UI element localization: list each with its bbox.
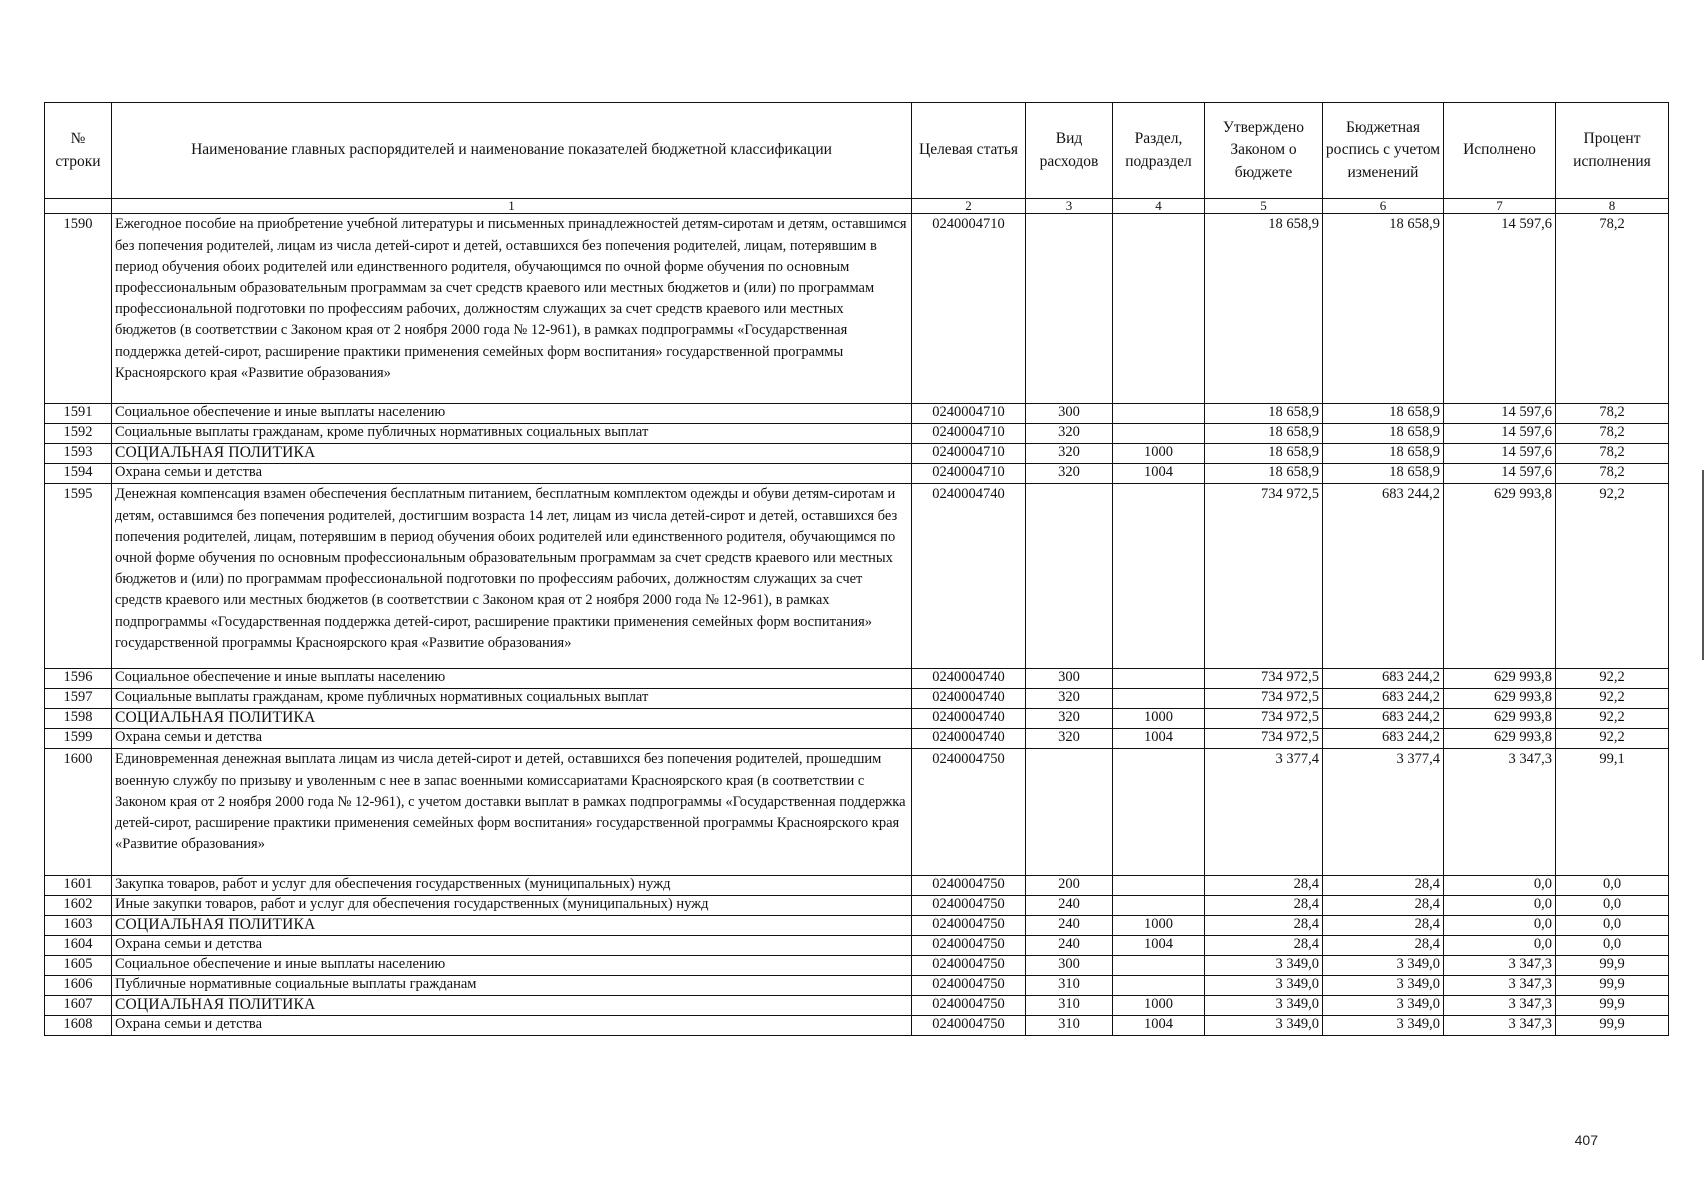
column-number: 1 bbox=[112, 199, 912, 214]
row-expense-type: 300 bbox=[1026, 956, 1113, 976]
table-row bbox=[45, 709, 1669, 729]
row-section bbox=[1113, 214, 1205, 404]
column-number: 6 bbox=[1323, 199, 1444, 214]
row-number: 1597 bbox=[45, 689, 112, 709]
table-row bbox=[45, 689, 1669, 709]
row-percent: 0,0 bbox=[1556, 896, 1669, 916]
row-expense-type: 320 bbox=[1026, 729, 1113, 749]
row-executed: 0,0 bbox=[1444, 916, 1556, 936]
row-executed: 3 347,3 bbox=[1444, 749, 1556, 876]
row-target-code: 0240004710 bbox=[912, 404, 1026, 424]
row-target-code: 0240004710 bbox=[912, 424, 1026, 444]
row-budget: 683 244,2 bbox=[1323, 709, 1444, 729]
row-section: 1000 bbox=[1113, 444, 1205, 464]
row-approved: 3 349,0 bbox=[1205, 996, 1323, 1016]
row-name: Социальное обеспечение и иные выплаты населению bbox=[112, 669, 912, 689]
row-name: Охрана семьи и детства bbox=[112, 464, 912, 484]
row-section: 1004 bbox=[1113, 729, 1205, 749]
row-budget: 683 244,2 bbox=[1323, 689, 1444, 709]
row-executed: 629 993,8 bbox=[1444, 709, 1556, 729]
row-section bbox=[1113, 896, 1205, 916]
row-expense-type: 240 bbox=[1026, 936, 1113, 956]
row-expense-type: 320 bbox=[1026, 709, 1113, 729]
row-budget: 18 658,9 bbox=[1323, 464, 1444, 484]
column-number: 3 bbox=[1026, 199, 1113, 214]
row-percent: 92,2 bbox=[1556, 709, 1669, 729]
row-expense-type: 320 bbox=[1026, 689, 1113, 709]
column-number: 4 bbox=[1113, 199, 1205, 214]
row-name: Социальные выплаты гражданам, кроме публичных нормативных социальных выплат bbox=[112, 424, 912, 444]
row-budget: 18 658,9 bbox=[1323, 404, 1444, 424]
table-row bbox=[45, 464, 1669, 484]
row-name: СОЦИАЛЬНАЯ ПОЛИТИКА bbox=[112, 444, 912, 464]
table-row bbox=[45, 669, 1669, 689]
row-executed: 3 347,3 bbox=[1444, 976, 1556, 996]
row-name: Денежная компенсация взамен обеспечения бесплатным питанием, бесплатным комплектом одежды и обуви детям-сиротам и детям, оставшимся без попечения родителей, достигшим возраста 14 лет, лицам из числа детей-сирот и детей, оставшихся без попечения родителей, лицам, потерявшим в период обучения обоих родителей или единственного родителя, обучающимся по очной форме обучения по основным профессиональным образовательным программам за счет средств краевого или местных бюджетов и (или) по программам профессиональной подготовки по профессиям рабочих, должностям служащих за счет средств краевого или местных бюджетов (в соответствии с Законом края от 2 ноября 2000 года № 12-961), в рамках подпрограммы «Государственная поддержка детей-сирот, расширение практики применения семейных форм воспитания» государственной программы Красноярского края «Развитие образования» bbox=[112, 484, 912, 669]
budget-execution-table bbox=[44, 102, 1669, 1036]
row-budget: 28,4 bbox=[1323, 936, 1444, 956]
table-row bbox=[45, 876, 1669, 896]
row-approved: 734 972,5 bbox=[1205, 669, 1323, 689]
row-target-code: 0240004750 bbox=[912, 1016, 1026, 1036]
row-number: 1599 bbox=[45, 729, 112, 749]
row-expense-type: 240 bbox=[1026, 896, 1113, 916]
row-number: 1595 bbox=[45, 484, 112, 669]
row-expense-type: 320 bbox=[1026, 444, 1113, 464]
row-name: СОЦИАЛЬНАЯ ПОЛИТИКА bbox=[112, 996, 912, 1016]
table-row bbox=[45, 1016, 1669, 1036]
header-budget-list: Бюджетная роспись с учетом изменений bbox=[1323, 103, 1444, 199]
row-approved: 3 349,0 bbox=[1205, 1016, 1323, 1036]
row-executed: 0,0 bbox=[1444, 896, 1556, 916]
row-number: 1602 bbox=[45, 896, 112, 916]
row-approved: 3 349,0 bbox=[1205, 976, 1323, 996]
row-section bbox=[1113, 669, 1205, 689]
row-target-code: 0240004710 bbox=[912, 444, 1026, 464]
table-row bbox=[45, 214, 1669, 404]
row-section bbox=[1113, 976, 1205, 996]
row-name: Единовременная денежная выплата лицам из числа детей-сирот и детей, оставшихся без попечения родителей, прошедшим военную службу по призыву и уволенным с нее в запас военными комиссариатами Красноярского края (в соответствии с Законом края от 2 ноября 2000 года № 12-961), с учетом доставки выплат в рамках подпрограммы «Государственная поддержка детей-сирот, расширение практики применения семейных форм воспитания» государственной программы Красноярского края «Развитие образования» bbox=[112, 749, 912, 876]
row-executed: 629 993,8 bbox=[1444, 484, 1556, 669]
row-expense-type: 310 bbox=[1026, 996, 1113, 1016]
row-percent: 78,2 bbox=[1556, 444, 1669, 464]
column-number: 2 bbox=[912, 199, 1026, 214]
row-expense-type: 200 bbox=[1026, 876, 1113, 896]
header-target-item: Целевая статья bbox=[912, 103, 1026, 199]
header-expense-type: Вид расходов bbox=[1026, 103, 1113, 199]
row-budget: 28,4 bbox=[1323, 896, 1444, 916]
row-percent: 78,2 bbox=[1556, 424, 1669, 444]
row-percent: 99,9 bbox=[1556, 996, 1669, 1016]
row-executed: 3 347,3 bbox=[1444, 1016, 1556, 1036]
row-name: Социальное обеспечение и иные выплаты населению bbox=[112, 404, 912, 424]
row-section bbox=[1113, 424, 1205, 444]
row-section: 1004 bbox=[1113, 936, 1205, 956]
row-target-code: 0240004740 bbox=[912, 729, 1026, 749]
row-approved: 734 972,5 bbox=[1205, 689, 1323, 709]
row-expense-type: 310 bbox=[1026, 1016, 1113, 1036]
row-approved: 734 972,5 bbox=[1205, 484, 1323, 669]
header-section: Раздел, подраздел bbox=[1113, 103, 1205, 199]
row-target-code: 0240004740 bbox=[912, 669, 1026, 689]
table-row bbox=[45, 976, 1669, 996]
row-approved: 3 377,4 bbox=[1205, 749, 1323, 876]
header-executed: Исполнено bbox=[1444, 103, 1556, 199]
row-number: 1598 bbox=[45, 709, 112, 729]
row-section bbox=[1113, 689, 1205, 709]
row-target-code: 0240004740 bbox=[912, 709, 1026, 729]
row-percent: 78,2 bbox=[1556, 464, 1669, 484]
table-row bbox=[45, 484, 1669, 669]
row-percent: 99,9 bbox=[1556, 976, 1669, 996]
table-row bbox=[45, 896, 1669, 916]
row-section: 1000 bbox=[1113, 709, 1205, 729]
row-section: 1000 bbox=[1113, 916, 1205, 936]
row-name: СОЦИАЛЬНАЯ ПОЛИТИКА bbox=[112, 709, 912, 729]
table-row bbox=[45, 956, 1669, 976]
row-number: 1600 bbox=[45, 749, 112, 876]
column-number: 7 bbox=[1444, 199, 1556, 214]
row-number: 1601 bbox=[45, 876, 112, 896]
row-section bbox=[1113, 956, 1205, 976]
row-budget: 3 349,0 bbox=[1323, 996, 1444, 1016]
row-percent: 99,9 bbox=[1556, 956, 1669, 976]
column-number: 8 bbox=[1556, 199, 1669, 214]
row-budget: 3 349,0 bbox=[1323, 1016, 1444, 1036]
scan-edge-mark bbox=[1702, 470, 1704, 660]
table-row bbox=[45, 749, 1669, 876]
row-number: 1607 bbox=[45, 996, 112, 1016]
row-target-code: 0240004750 bbox=[912, 876, 1026, 896]
row-number: 1592 bbox=[45, 424, 112, 444]
row-section bbox=[1113, 749, 1205, 876]
table-row bbox=[45, 424, 1669, 444]
table-row bbox=[45, 916, 1669, 936]
page-number: 407 bbox=[1574, 1132, 1598, 1148]
row-target-code: 0240004750 bbox=[912, 916, 1026, 936]
row-executed: 629 993,8 bbox=[1444, 689, 1556, 709]
row-approved: 18 658,9 bbox=[1205, 444, 1323, 464]
table-row bbox=[45, 404, 1669, 424]
row-executed: 0,0 bbox=[1444, 936, 1556, 956]
row-expense-type: 310 bbox=[1026, 976, 1113, 996]
row-percent: 0,0 bbox=[1556, 916, 1669, 936]
row-executed: 14 597,6 bbox=[1444, 424, 1556, 444]
row-target-code: 0240004750 bbox=[912, 936, 1026, 956]
row-name: Ежегодное пособие на приобретение учебной литературы и письменных принадлежностей детям-сиротам и детям, оставшимся без попечения родителей, лицам из числа детей-сирот и детей, оставшихся без попечения родителей, лицам, потерявшим в период обучения обоих родителей или единственного родителя, обучающимся по очной форме обучения по основным профессиональным образовательным программам за счет средств краевого или местных бюджетов и (или) по программам профессиональной подготовки по профессиям рабочих, должностям служащих за счет средств краевого или местных бюджетов (в соответствии с Законом края от 2 ноября 2000 года № 12-961), в рамках подпрограммы «Государственная поддержка детей-сирот, расширение практики применения семейных форм воспитания» государственной программы Красноярского края «Развитие образования» bbox=[112, 214, 912, 404]
row-budget: 18 658,9 bbox=[1323, 214, 1444, 404]
row-section bbox=[1113, 484, 1205, 669]
row-number: 1594 bbox=[45, 464, 112, 484]
row-name: Охрана семьи и детства bbox=[112, 1016, 912, 1036]
row-percent: 99,9 bbox=[1556, 1016, 1669, 1036]
row-section bbox=[1113, 876, 1205, 896]
row-name: Иные закупки товаров, работ и услуг для обеспечения государственных (муниципальных) нужд bbox=[112, 896, 912, 916]
row-approved: 18 658,9 bbox=[1205, 404, 1323, 424]
row-approved: 28,4 bbox=[1205, 876, 1323, 896]
row-percent: 0,0 bbox=[1556, 936, 1669, 956]
row-name: Охрана семьи и детства bbox=[112, 729, 912, 749]
row-target-code: 0240004710 bbox=[912, 214, 1026, 404]
row-budget: 3 349,0 bbox=[1323, 956, 1444, 976]
row-name: Закупка товаров, работ и услуг для обеспечения государственных (муниципальных) нужд bbox=[112, 876, 912, 896]
row-expense-type: 320 bbox=[1026, 424, 1113, 444]
row-percent: 78,2 bbox=[1556, 404, 1669, 424]
row-executed: 0,0 bbox=[1444, 876, 1556, 896]
row-target-code: 0240004740 bbox=[912, 689, 1026, 709]
table-header-row bbox=[45, 103, 1669, 199]
row-executed: 3 347,3 bbox=[1444, 956, 1556, 976]
row-expense-type bbox=[1026, 484, 1113, 669]
row-name: Публичные нормативные социальные выплаты гражданам bbox=[112, 976, 912, 996]
row-percent: 92,2 bbox=[1556, 729, 1669, 749]
row-approved: 18 658,9 bbox=[1205, 214, 1323, 404]
row-percent: 92,2 bbox=[1556, 689, 1669, 709]
row-section bbox=[1113, 404, 1205, 424]
row-executed: 629 993,8 bbox=[1444, 669, 1556, 689]
row-approved: 18 658,9 bbox=[1205, 424, 1323, 444]
row-approved: 28,4 bbox=[1205, 896, 1323, 916]
table-row bbox=[45, 729, 1669, 749]
row-percent: 99,1 bbox=[1556, 749, 1669, 876]
row-approved: 734 972,5 bbox=[1205, 709, 1323, 729]
row-target-code: 0240004750 bbox=[912, 976, 1026, 996]
row-executed: 14 597,6 bbox=[1444, 214, 1556, 404]
header-approved: Утверждено Законом о бюджете bbox=[1205, 103, 1323, 199]
row-approved: 18 658,9 bbox=[1205, 464, 1323, 484]
column-number: 5 bbox=[1205, 199, 1323, 214]
row-expense-type: 300 bbox=[1026, 669, 1113, 689]
table-row bbox=[45, 936, 1669, 956]
header-percent: Процент исполнения bbox=[1556, 103, 1669, 199]
row-budget: 683 244,2 bbox=[1323, 669, 1444, 689]
row-expense-type: 240 bbox=[1026, 916, 1113, 936]
row-executed: 629 993,8 bbox=[1444, 729, 1556, 749]
row-target-code: 0240004710 bbox=[912, 464, 1026, 484]
row-section: 1004 bbox=[1113, 464, 1205, 484]
row-number: 1606 bbox=[45, 976, 112, 996]
table-row bbox=[45, 996, 1669, 1016]
row-percent: 92,2 bbox=[1556, 669, 1669, 689]
row-percent: 0,0 bbox=[1556, 876, 1669, 896]
table-row bbox=[45, 444, 1669, 464]
row-percent: 92,2 bbox=[1556, 484, 1669, 669]
column-number-row bbox=[45, 199, 1669, 214]
row-target-code: 0240004740 bbox=[912, 484, 1026, 669]
row-expense-type: 300 bbox=[1026, 404, 1113, 424]
row-name: СОЦИАЛЬНАЯ ПОЛИТИКА bbox=[112, 916, 912, 936]
row-approved: 28,4 bbox=[1205, 936, 1323, 956]
row-number: 1591 bbox=[45, 404, 112, 424]
header-name: Наименование главных распорядителей и наименование показателей бюджетной классификации bbox=[112, 103, 912, 199]
row-percent: 78,2 bbox=[1556, 214, 1669, 404]
row-approved: 3 349,0 bbox=[1205, 956, 1323, 976]
row-budget: 3 377,4 bbox=[1323, 749, 1444, 876]
row-approved: 28,4 bbox=[1205, 916, 1323, 936]
row-target-code: 0240004750 bbox=[912, 956, 1026, 976]
row-target-code: 0240004750 bbox=[912, 749, 1026, 876]
row-name: Социальное обеспечение и иные выплаты населению bbox=[112, 956, 912, 976]
row-expense-type bbox=[1026, 749, 1113, 876]
row-approved: 734 972,5 bbox=[1205, 729, 1323, 749]
row-budget: 683 244,2 bbox=[1323, 484, 1444, 669]
row-budget: 28,4 bbox=[1323, 876, 1444, 896]
row-number: 1604 bbox=[45, 936, 112, 956]
row-target-code: 0240004750 bbox=[912, 896, 1026, 916]
row-budget: 3 349,0 bbox=[1323, 976, 1444, 996]
row-name: Охрана семьи и детства bbox=[112, 936, 912, 956]
row-executed: 14 597,6 bbox=[1444, 404, 1556, 424]
row-executed: 14 597,6 bbox=[1444, 444, 1556, 464]
row-budget: 18 658,9 bbox=[1323, 424, 1444, 444]
row-number: 1603 bbox=[45, 916, 112, 936]
row-number: 1590 bbox=[45, 214, 112, 404]
row-number: 1596 bbox=[45, 669, 112, 689]
row-budget: 683 244,2 bbox=[1323, 729, 1444, 749]
column-number bbox=[45, 199, 112, 214]
row-section: 1004 bbox=[1113, 1016, 1205, 1036]
table-body bbox=[45, 214, 1669, 1036]
row-budget: 18 658,9 bbox=[1323, 444, 1444, 464]
row-budget: 28,4 bbox=[1323, 916, 1444, 936]
row-expense-type bbox=[1026, 214, 1113, 404]
row-executed: 3 347,3 bbox=[1444, 996, 1556, 1016]
row-name: Социальные выплаты гражданам, кроме публичных нормативных социальных выплат bbox=[112, 689, 912, 709]
row-number: 1605 bbox=[45, 956, 112, 976]
row-executed: 14 597,6 bbox=[1444, 464, 1556, 484]
row-number: 1593 bbox=[45, 444, 112, 464]
row-expense-type: 320 bbox=[1026, 464, 1113, 484]
row-section: 1000 bbox=[1113, 996, 1205, 1016]
row-target-code: 0240004750 bbox=[912, 996, 1026, 1016]
row-number: 1608 bbox=[45, 1016, 112, 1036]
header-row-no: № строки bbox=[45, 103, 112, 199]
